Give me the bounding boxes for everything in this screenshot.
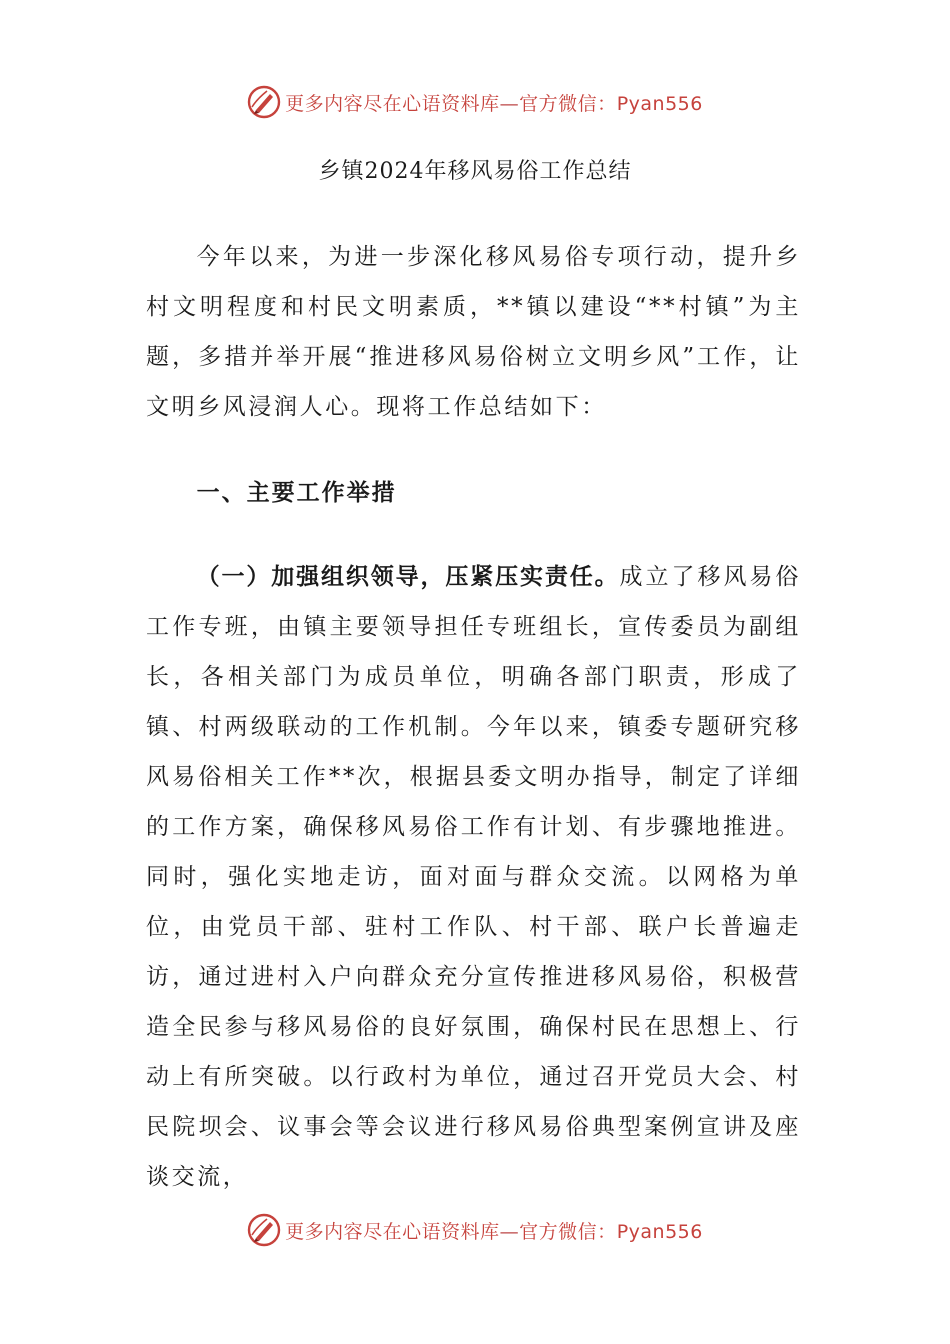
intro-paragraph: 今年以来，为进一步深化移风易俗专项行动，提升乡村文明程度和村民文明素质，**镇以建设“**村镇”为主题，多措并举开展“推进移风易俗树立文明乡风”工作，让文明乡风浸润人心。现将工作总结如下： — [146, 244, 801, 420]
banner-official-label: 官方微信： — [519, 92, 617, 115]
banner-text — [285, 89, 703, 116]
subsection-paragraph — [146, 552, 801, 1202]
pen-logo-icon — [247, 1213, 281, 1247]
header-banner — [0, 82, 950, 122]
document-title: 乡镇2024年移风易俗工作总结 — [318, 159, 632, 184]
banner-wechat-id: Pyan556 — [616, 1220, 703, 1243]
document-body — [146, 232, 801, 1202]
banner-separator: — — [499, 92, 520, 115]
subsection-lead: （一）加强组织领导，压紧压实责任。 — [196, 564, 620, 590]
banner-text — [285, 1217, 703, 1244]
banner-official-label: 官方微信： — [519, 1220, 617, 1243]
subsection-body: 成立了移风易俗工作专班，由镇主要领导担任专班组长，宣传委员为副组长，各相关部门为成员单位，明确各部门职责，形成了镇、村两级联动的工作机制。今年以来，镇委专题研究移风易俗相关工作**次，根据县委文明办指导，制定了详细的工作方案，确保移风易俗工作有计划、有步骤地推进。同时，强化实地走访，面对面与群众交流。以网格为单位，由党员干部、驻村工作队、村干部、联户长普遍走访，通过进村入户向群众充分宣传推进移风易俗，积极营造全民参与移风易俗的良好氛围，确保村民在思想上、行动上有所突破。以行政村为单位，通过召开党员大会、村民院坝会、议事会等会议进行移风易俗典型案例宣讲及座谈交流， — [146, 564, 802, 1190]
banner-slogan: 更多内容尽在心语资料库 — [285, 92, 500, 115]
banner-separator: — — [499, 1220, 520, 1243]
banner-wechat-id: Pyan556 — [616, 92, 703, 115]
footer-banner — [0, 1210, 950, 1250]
section-heading: 一、主要工作举措 — [196, 480, 397, 506]
pen-logo-icon — [247, 85, 281, 119]
banner-slogan: 更多内容尽在心语资料库 — [285, 1220, 500, 1243]
